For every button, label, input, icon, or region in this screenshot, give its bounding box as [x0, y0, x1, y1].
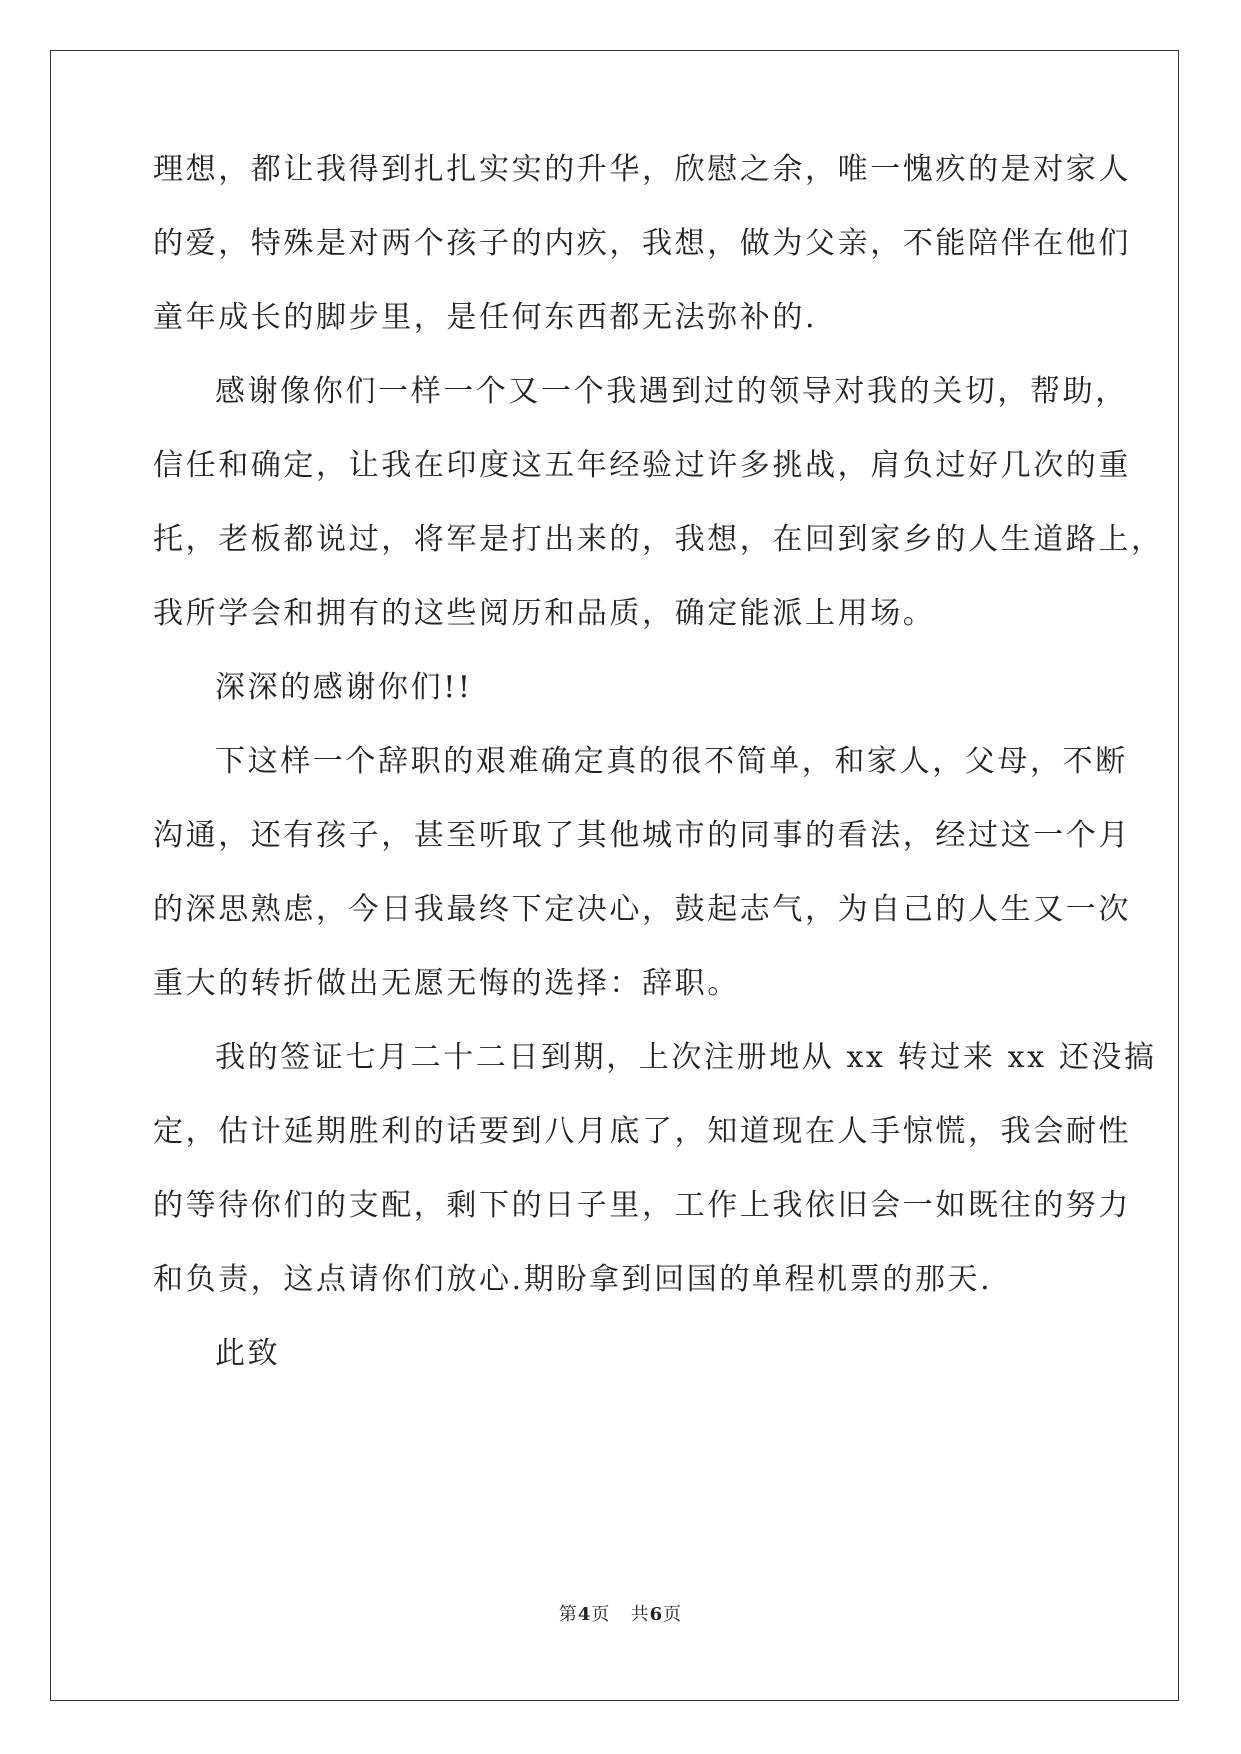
- text-line: 托，老板都说过，将军是打出来的，我想，在回到家乡的人生道路上，: [153, 522, 1164, 557]
- text-line: 定，估计延期胜利的话要到八月底了，知道现在人手惊慌，我会耐性: [153, 1114, 1131, 1149]
- text-line: 下这样一个辞职的艰难确定真的很不简单，和家人，父母，不断: [215, 744, 1128, 779]
- text-line: 的等待你们的支配，剩下的日子里，工作上我依旧会一如既往的努力: [153, 1188, 1131, 1223]
- text-line: 感谢像你们一样一个又一个我遇到过的领导对我的关切，帮助，: [215, 374, 1128, 409]
- text-line: 的深思熟虑，今日我最终下定决心，鼓起志气，为自己的人生又一次: [153, 892, 1131, 927]
- text-line: 深深的感谢你们!!: [215, 670, 473, 705]
- text-line: 童年成长的脚步里，是任何东西都无法弥补的.: [153, 300, 818, 335]
- footer-prefix: 第: [558, 1604, 578, 1625]
- footer-total-suffix: 页: [663, 1604, 683, 1625]
- text-line: 此致: [215, 1336, 281, 1371]
- current-page-number: 4: [577, 1604, 592, 1625]
- text-line: 沟通，还有孩子，甚至听取了其他城市的同事的看法，经过这一个月: [153, 818, 1131, 853]
- footer-total-prefix: 共: [630, 1604, 650, 1625]
- text-line: 的爱，特殊是对两个孩子的内疚，我想，做为父亲，不能陪伴在他们: [153, 226, 1131, 261]
- total-page-number: 6: [649, 1604, 664, 1625]
- page-footer: [0, 1600, 1241, 1626]
- text-line: 信任和确定，让我在印度这五年经验过许多挑战，肩负过好几次的重: [153, 448, 1131, 483]
- text-line: 重大的转折做出无愿无悔的选择：辞职。: [153, 966, 740, 1001]
- text-line: 我所学会和拥有的这些阅历和品质，确定能派上用场。: [153, 596, 936, 631]
- text-line: 和负责，这点请你们放心.期盼拿到回国的单程机票的那天.: [153, 1262, 993, 1297]
- text-line: 我的签证七月二十二日到期，上次注册地从 xx 转过来 xx 还没搞: [215, 1040, 1157, 1075]
- text-line: 理想，都让我得到扎扎实实的升华，欣慰之余，唯一愧疚的是对家人: [153, 152, 1131, 187]
- footer-page-suffix: 页: [591, 1604, 611, 1625]
